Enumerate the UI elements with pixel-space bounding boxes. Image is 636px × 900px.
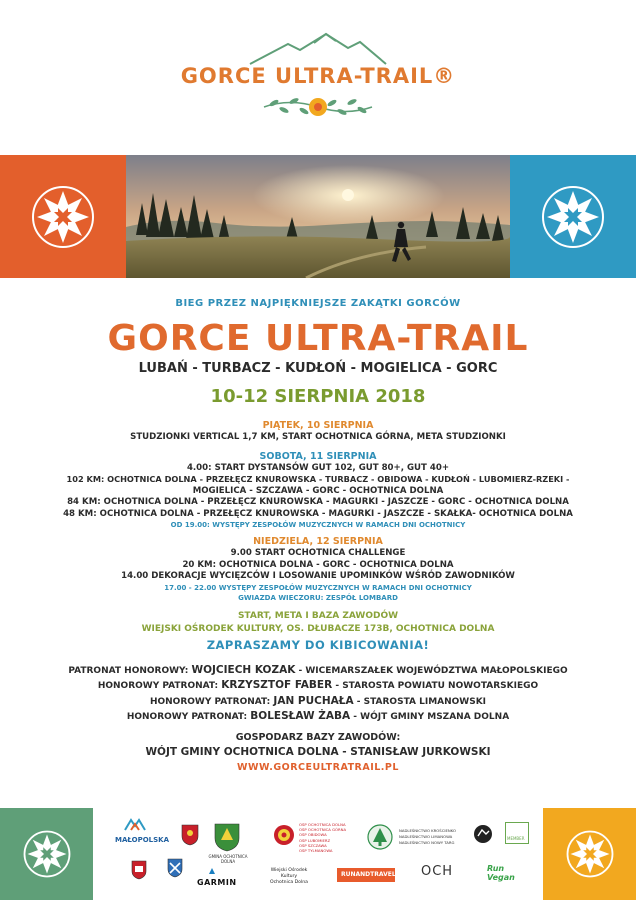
sunday-event: 14.00 DEKORACJE WYCIĘZCÓW I LOSOWANIE UPOMINKÓW WŚRÓD ZAWODNIKÓW: [121, 571, 515, 581]
saturday-event: 48 KM: OCHOTNICA DOLNA - PRZEŁĘCZ KNUROWSKA - MAGURKI - JASZCZE - SKAŁKA- OCHOTNICA DOLNA: [63, 508, 573, 519]
mountain-icon: [248, 30, 388, 66]
folk-rosette-icon: [31, 185, 95, 249]
osp-list: OSP OCHOTNICA DOLNA OSP OCHOTNICA GÓRNA OSP OBIDOWA OSP LUBOMIERZ OSP SZCZAWA OSP TYLMANOWA: [299, 822, 347, 854]
coat-of-arms-icon: [167, 858, 183, 878]
saturday-event: 4.00: START DYSTANSÓW GUT 102, GUT 80+, GUT 40+: [186, 462, 450, 473]
folk-rosette-icon: [23, 830, 71, 878]
saturday-event: 102 KM: OCHOTNICA DOLNA - PRZEŁĘCZ KNUROWSKA - TURBACZ - OBIDOWA - KUDŁOŃ - LUBOMIERZ-RZEKI -: [66, 474, 570, 484]
coat-of-arms-icon: [181, 824, 199, 846]
page-title: GORCE ULTRA-TRAIL: [107, 318, 529, 359]
patronage-role: HONOROWY PATRONAT:: [149, 696, 271, 707]
garmin-label: GARMIN: [197, 878, 237, 887]
patronage-role: PATRONAT HONOROWY:: [68, 665, 189, 676]
sponsor-footer: [0, 808, 636, 900]
host-label: GOSPODARZ BAZY ZAWODÓW:: [235, 731, 401, 743]
saturday-event: MOGIELICA - SZCZAWA - GORC - OCHOTNICA DOLNA: [192, 485, 444, 496]
patronage-line: [0, 663, 636, 679]
base-address: WIEJSKI OŚRODEK KULTURY, OS. DŁUBACZE 173B, OCHOTNICA DOLNA: [141, 623, 495, 634]
malopolska-logo-icon: [123, 818, 147, 832]
patronage-line: [0, 694, 636, 710]
patronage-role: HONOROWY PATRONAT:: [126, 712, 248, 722]
sunday-event: 20 KM: OCHOTNICA DOLNA - GORC - OCHOTNICA DOLNA: [182, 559, 454, 570]
saturday-event: 84 KM: OCHOTNICA DOLNA - PRZEŁĘCZ KNUROWSKA - MAGURKI - JASZCZE - GORC - OCHOTNICA DOLNA: [67, 497, 569, 507]
race-badge-icon: [473, 824, 493, 844]
gmina-coat-of-arms-icon: [213, 822, 241, 852]
sunday-note: GWIAZDA WIECZORU: ZESPÓŁ LOMBARD: [238, 593, 398, 602]
orange-side-panel: [0, 155, 126, 278]
patronage-title: - WÓJT GMINY MSZANA DOLNA: [353, 712, 510, 722]
patronage-title: - WICEMARSZAŁEK WOJEWÓDZTWA MAŁOPOLSKIEGO: [298, 665, 568, 676]
forest-service-logo-icon: [367, 824, 393, 850]
patronage-name: KRZYSZTOF FABER: [221, 679, 333, 691]
forest-service-list: NADLEŚNICTWO KROŚCIENKO NADLEŚNICTWO LIMANOWA NADLEŚNICTWO NOWY TARG: [399, 828, 456, 845]
sunday-note: 17.00 - 22.00 WYSTĘPY ZESPOŁÓW MUZYCZNYCH W RAMACH DNI OCHOTNICY: [164, 583, 472, 592]
blue-side-panel: [510, 155, 636, 278]
patronage-title: - STAROSTA LIMANOWSKI: [356, 696, 487, 707]
logo-text: GORCE ULTRA-TRAIL®: [180, 64, 456, 88]
poster-content: [0, 298, 636, 775]
osp-emblem-icon: [273, 824, 295, 846]
saturday-note: OD 19.00: WYSTĘPY ZESPOŁÓW MUZYCZNYCH W RAMACH DNI OCHOTNICY: [170, 521, 466, 529]
host-name: WÓJT GMINY OCHOTNICA DOLNA - STANISŁAW JURKOWSKI: [145, 745, 491, 758]
event-dates: 10-12 SIERPNIA 2018: [210, 386, 426, 407]
run-vegan-logo: Run Vegan: [487, 864, 515, 882]
base-title: START, META I BAZA ZAWODÓW: [237, 610, 399, 621]
patronage-line: [0, 709, 636, 725]
yellow-footer-panel: [543, 808, 636, 900]
floral-garland-icon: [260, 94, 376, 120]
wok-label: Wiejski Ośrodek Kultury Ochotnica Dolna: [269, 868, 308, 885]
day-friday: PIĄTEK, 10 SIERPNIA: [262, 420, 374, 431]
website-link[interactable]: WWW.GORCEULTRATRAIL.PL: [237, 761, 399, 773]
event-logo: [0, 22, 636, 130]
patronage-name: BOLESŁAW ŻABA: [250, 710, 351, 722]
green-footer-panel: [0, 808, 93, 900]
day-saturday: SOBOTA, 11 SIERPNIA: [259, 450, 377, 462]
patronage-name: WOJCIECH KOZAK: [191, 663, 296, 676]
sunday-event: 9.00 START OCHOTNICA CHALLENGE: [230, 548, 406, 558]
day-sunday: NIEDZIELA, 12 SIERPNIA: [253, 536, 383, 547]
mountain-runner-photo: [126, 155, 510, 278]
patronage-role: HONOROWY PATRONAT:: [97, 681, 219, 691]
gmina-label: GMINA OCHOTNICA DOLNA: [208, 854, 248, 864]
peaks-list: LUBAŃ - TURBACZ - KUDŁOŃ - MOGIELICA - GORC: [138, 361, 498, 376]
coat-of-arms-icon: [131, 860, 147, 880]
runandtravel-label: RUNANDTRAVEL.pl: [341, 871, 405, 878]
patronage-name: JAN PUCHAŁA: [273, 694, 354, 707]
sponsor-logos: [93, 808, 543, 900]
tagline: BIEG PRZEZ NAJPIĘKNIEJSZE ZAKĄTKI GORCÓW: [175, 298, 461, 309]
invite-text: ZAPRASZAMY DO KIBICOWANIA!: [206, 637, 430, 652]
photo-band: [0, 155, 636, 278]
garmin-triangle-icon: [209, 868, 215, 874]
folk-rosette-icon: [566, 830, 614, 878]
patronage-line: [0, 678, 636, 694]
friday-event: STUDZIONKI VERTICAL 1,7 KM, START OCHOTNICA GÓRNA, META STUDZIONKI: [130, 432, 506, 442]
member-label: MEMBER: [507, 836, 525, 841]
folk-rosette-icon: [541, 185, 605, 249]
patronage-title: - STAROSTA POWIATU NOWOTARSKIEGO: [335, 681, 539, 691]
malopolska-label: MAŁOPOLSKA: [115, 836, 170, 844]
och-logo: OCH: [421, 864, 454, 879]
